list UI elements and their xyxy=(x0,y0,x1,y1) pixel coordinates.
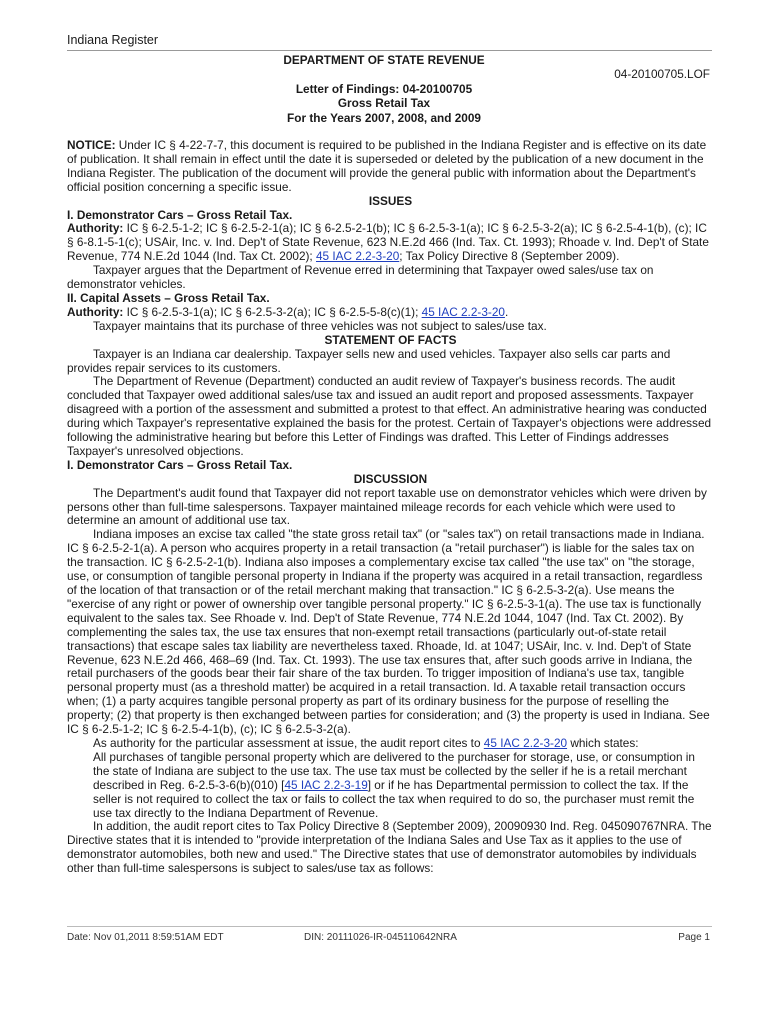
issue2-authority-link[interactable]: 45 IAC 2.2-3-20 xyxy=(421,304,505,319)
running-header: Indiana Register xyxy=(67,33,159,47)
facts-heading: STATEMENT OF FACTS xyxy=(324,332,457,347)
years-title: For the Years 2007, 2008, and 2009 xyxy=(287,110,481,125)
quote-text-end: ] or if he has Departmental permission to collect the tax. If the seller is not required to collect the tax or fails to collect the tax when required to do so, the purchaser must remit the use tax directly to the Indiana Department of Revenue. xyxy=(93,777,695,820)
issue1-heading: I. Demonstrator Cars – Gross Retail Tax. xyxy=(67,207,293,222)
issue1-authority-text-end: ; Tax Policy Directive 8 (September 2009). xyxy=(399,249,620,264)
issue2-authority-text: IC § 6-2.5-3-1(a); IC § 6-2.5-3-2(a); IC § 6-2.5-5-8(c)(1); xyxy=(123,304,422,319)
issue1-repeat-heading: I. Demonstrator Cars – Gross Retail Tax. xyxy=(67,457,293,472)
issue1-authority xyxy=(67,222,714,264)
discussion-p3-link[interactable]: 45 IAC 2.2-3-20 xyxy=(483,735,568,750)
issue2-summary: Taxpayer maintains that its purchase of three vehicles was not subject to sales/use tax. xyxy=(93,318,547,333)
quote-link[interactable]: 45 IAC 2.2-3-19 xyxy=(284,777,368,792)
footer-page-number: Page 1 xyxy=(678,932,710,943)
footer-rule xyxy=(67,926,712,927)
regulation-quote xyxy=(67,751,714,821)
issues-heading: ISSUES xyxy=(368,193,413,208)
notice-text: Under IC § 4-22-7-7, this document is required to be published in the Indiana Register and is effective on its date of publication. It shall remain in effect until the date it is superseded or deleted by the publication of a new document in the Indiana Register. The publication of the document will provide the general public with information about the Department's official position concerning a specific issue. xyxy=(67,138,707,194)
issue1-authority-text: IC § 6-2.5-1-2; IC § 6-2.5-2-1(a); IC § 6-2.5-2-1(b); IC § 6-2.5-3-1(a); IC § 6-2.5-3-2(a); IC § 6-2.5-4-1(b), (c); IC § 6-8.1-5-1(c); USAir, Inc. v. Ind. Dep't of State Revenue, 623 N.E.2d 466 (Ind. Tax. Ct. 1993); Rhoade v. Ind. Dep't of State Revenue, 774 N.E.2d 1044 (Ind. Tax Ct. 2002); xyxy=(67,221,709,264)
issue2-authority-label: Authority: xyxy=(67,304,124,319)
tax-type-title: Gross Retail Tax xyxy=(337,96,431,111)
facts-paragraph-1: Taxpayer is an Indiana car dealership. Taxpayer sells new and used vehicles. Taxpayer also sells car parts and provides repair services to its customers. xyxy=(67,346,671,375)
discussion-paragraph-4: In addition, the audit report cites to Tax Policy Directive 8 (September 2009), 20090930 Ind. Reg. 045090767NRA. The Directive states that it is intended to "provide interpretation of the Indiana Sales and Use Tax as it applies to the use of demonstrator automobiles, both new and used." The Directive states that use of demonstrator automobiles by individuals other than full-time salespersons is subject to sales/use tax as follows: xyxy=(67,819,712,876)
discussion-heading: DISCUSSION xyxy=(353,471,428,486)
issue2-authority-text-end: . xyxy=(504,304,509,319)
discussion-p3-text-end: which states: xyxy=(567,735,639,750)
document-body xyxy=(67,139,714,876)
header-rule xyxy=(67,50,712,51)
notice-label: NOTICE: xyxy=(67,138,116,152)
quote-text: All purchases of tangible personal property which are delivered to the purchaser for storage, use, or consumption in the state of Indiana are subject to the use tax. The use tax must be collected by the seller if he is a retail merchant described in Reg. 6-2.5-3-6(b)(010) [ xyxy=(93,749,695,792)
department-title: DEPARTMENT OF STATE REVENUE xyxy=(283,53,485,67)
discussion-paragraph-1: The Department's audit found that Taxpayer did not report taxable use on demonstrator vehicles which were driven by persons other than full-time salespersons. Taxpayer maintained mileage records for each vehicle which were used to determine an amount of additional use tax. xyxy=(67,485,707,528)
letter-title: Letter of Findings: 04-20100705 xyxy=(295,82,473,96)
issue1-summary: Taxpayer argues that the Department of Revenue erred in determining that Taxpayer owed sales/use tax on demonstrator vehicles. xyxy=(67,263,654,292)
footer-din: DIN: 20111026-IR-045110642NRA xyxy=(304,932,457,943)
discussion-paragraph-2: Indiana imposes an excise tax called "the state gross retail tax" (or "sales tax") on retail transactions made in Indiana. IC § 6-2.5-2-1(a). A person who acquires property in a retail transaction (a "retail purchaser") is liable for the sales tax on the transaction. IC § 6-2.5-2-1(b). Indiana also imposes a complementary excise tax called "the use tax" on "the storage, use, or consumption of tangible personal property in Indiana if the property was acquired in a retail transaction, regardless of the location of that transaction or of the retail merchant making that transaction." IC § 6-2.5-3-2(a). Use means the "exercise of any right or power of ownership over tangible personal property." IC § 6-2.5-3-1(a). The use tax is functionally equivalent to the sales tax. See Rhoade v. Ind. Dep't of State Revenue, 774 N.E.2d 1044, 1047 (Ind. Tax Ct. 2002). By complementing the sales tax, the use tax ensures that non-exempt retail transactions (particularly out-of-state retail transactions) that escape sales tax liability are nevertheless taxed. Rhoade, Id. at 1047; USAir, Inc. v. Ind. Dep't of State Revenue, 623 N.E.2d 466, 468–69 (Ind. Tax. Ct. 1993). The use tax ensures that, after such goods arrive in Indiana, the retail purchasers of the goods bear their fair share of the tax burden. To trigger imposition of Indiana's use tax, tangible personal property must (as a threshold matter) be acquired in a retail transaction. Id. A taxable retail transaction occurs when; (1) a party acquires tangible personal property as part of its ordinary business for the purpose of reselling the property; (2) that property is then exchanged between parties for consideration; and (3) the property is used in Indiana. See IC § 6-2.5-1-2; IC § 6-2.5-4-1(b), (c); IC § 6-2.5-3-2(a). xyxy=(67,527,710,737)
issue1-authority-label: Authority: xyxy=(67,221,124,236)
footer-date: Date: Nov 01,2011 8:59:51AM EDT xyxy=(67,932,224,943)
discussion-p3-text: As authority for the particular assessment at issue, the audit report cites to xyxy=(93,735,484,750)
notice-paragraph xyxy=(67,139,714,195)
title-block xyxy=(0,82,768,125)
issue2-heading: II. Capital Assets – Gross Retail Tax. xyxy=(67,290,270,305)
issue2-authority xyxy=(67,306,714,320)
document-number: 04-20100705.LOF xyxy=(614,67,710,81)
facts-paragraph-2: The Department of Revenue (Department) conducted an audit review of Taxpayer's business records. The audit concluded that Taxpayer owed additional sales/use tax and issued an audit report and proposed assessments. Taxpayer disagreed with a portion of the assessment and submitted a protest to that effect. An administrative hearing was conducted during which Taxpayer's representative explained the basis for the protest. Certain of Taxpayer's objections were addressed following the administrative hearing but before this Letter of Findings was drafted. This Letter of Findings addresses Taxpayer's unresolved objections. xyxy=(67,374,712,458)
discussion-paragraph-3 xyxy=(67,737,714,751)
issue1-authority-link[interactable]: 45 IAC 2.2-3-20 xyxy=(315,249,400,264)
